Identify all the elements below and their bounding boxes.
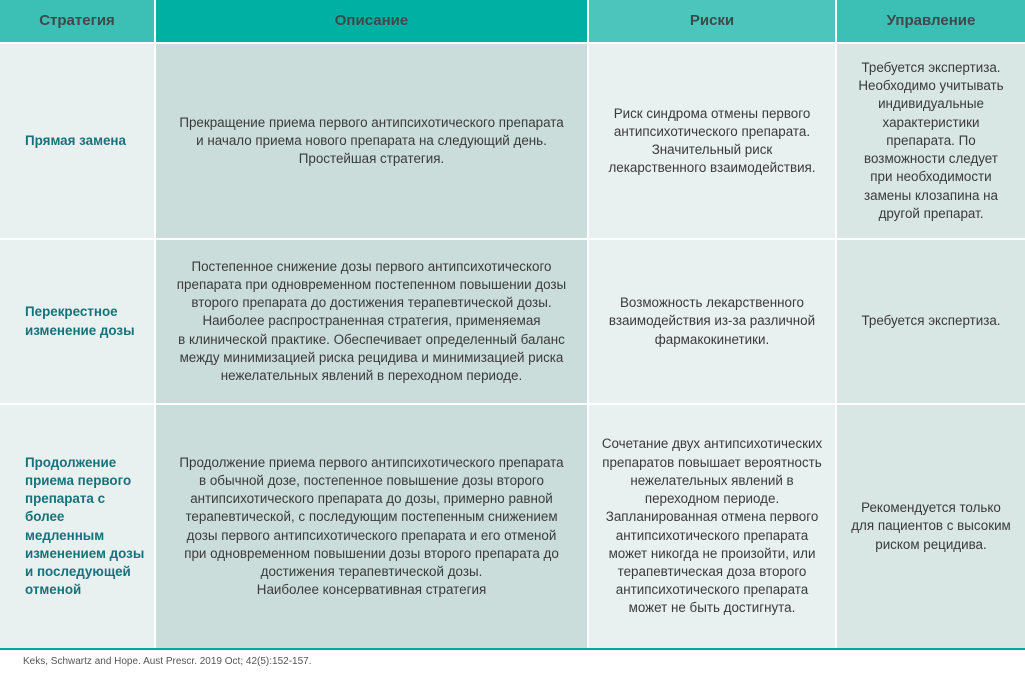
header-management: Управление <box>837 0 1025 42</box>
row-1-strategy: Прямая замена <box>0 44 154 238</box>
row-1-risks: Риск синдрома отмены первого антипсихотического препарата. Значительный риск лекарственного взаимодействия. <box>589 44 835 238</box>
row-2-strategy: Перекрестное изменение дозы <box>0 240 154 403</box>
row-1-description: Прекращение приема первого антипсихотического препарата и начало приема нового препарата на следующий день. Простейшая стратегия. <box>156 44 587 238</box>
row-3-management: Рекомендуется только для пациентов с высоким риском рецидива. <box>837 405 1025 648</box>
row-2-management: Требуется экспертиза. <box>837 240 1025 403</box>
table-bottom-rule <box>0 648 1025 650</box>
row-3-description: Продолжение приема первого антипсихотического препарата в обычной дозе, постепенное повышение дозы второго антипсихотического препарата до дозы, примерно равной терапевтической, с последующим постепенным снижением дозы первого антипсихотического препарата и его отменой при одновременном повышении дозы второго препарата до достижения терапевтической дозы. Наиболее консервативная стратегия <box>156 405 587 648</box>
row-3-risks: Сочетание двух антипсихотических препаратов повышает вероятность нежелательных явлений в переходном периоде. Запланированная отмена первого антипсихотического препарата может никогда не произойти, или терапевтическая доза второго антипсихотического препарата может не быть достигнута. <box>589 405 835 648</box>
header-description: Описание <box>156 0 587 42</box>
row-2-risks: Возможность лекарственного взаимодействия из-за различной фармакокинетики. <box>589 240 835 403</box>
source-citation: Keks, Schwartz and Hope. Aust Prescr. 2019 Oct; 42(5):152-157. <box>23 656 312 667</box>
header-strategy: Стратегия <box>0 0 154 42</box>
header-risks: Риски <box>589 0 835 42</box>
row-2-description: Постепенное снижение дозы первого антипсихотического препарата при одновременном постепенном повышении дозы второго препарата до достижения терапевтической дозы. Наиболее распространенная стратегия, применяемая в клинической практике. Обеспечивает определенный баланс между минимизацией риска рецидива и минимизацией риска нежелательных явлений в переходном периоде. <box>156 240 587 403</box>
row-3-strategy: Продолжение приема первого препарата с более медленным изменением дозы и последующей отменой <box>0 405 154 648</box>
row-1-management: Требуется экспертиза. Необходимо учитывать индивидуальные характеристики препарата. По возможности следует при необходимости замены клозапина на другой препарат. <box>837 44 1025 238</box>
